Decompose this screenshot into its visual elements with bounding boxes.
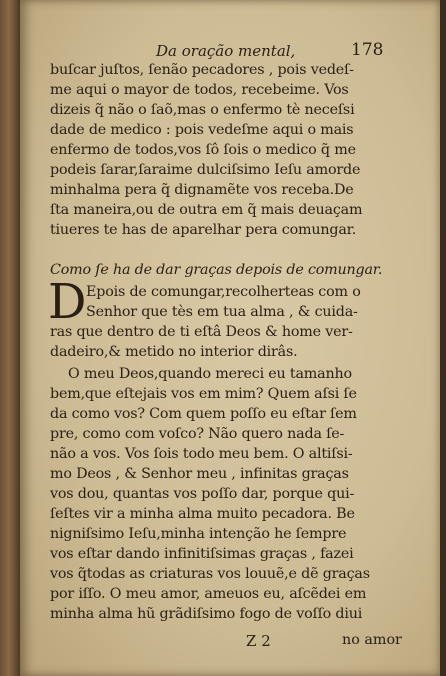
book-gutter [0, 0, 20, 676]
text-line: pre, como com voſco? Não quero nada ſe- [50, 426, 345, 442]
text-line: dadeiro,& metido no interior dirâs. [50, 344, 298, 360]
text-line: dade de medico : pois vedeſme aqui o mais [50, 122, 354, 138]
text-line: buſcar juſtos, ſenão pecadores , pois vedeſ- [50, 62, 354, 78]
text-line: ſeſtes vir a minha alma muito pecadora. Be [50, 506, 355, 522]
text-line: ſta maneira,ou de outra em q̃ mais deuaçam [50, 202, 363, 218]
text-line: por iſſo. O meu amor, ameuos eu, aſcẽdei em [50, 586, 367, 602]
text-line: minha alma hũ grãdiſsimo fogo de voſſo diui [50, 606, 363, 622]
text-line: me aqui o mayor de todos, recebeime. Vos [50, 82, 349, 98]
page-edge-shadow [440, 0, 446, 676]
text-line: nigniſsimo Ieſu,minha intenção he ſempre [50, 526, 347, 542]
section-subtitle: Como ſe ha de dar graças depois de comungar. [50, 262, 383, 278]
text-line: vos dou, quantas vos poſſo dar, porque qui- [50, 486, 355, 502]
text-line: mo Deos , & Senhor meu , infinitas graças [50, 466, 349, 482]
text-line: bem,que eſtejais vos em mim? Quem aſsi ſe [50, 386, 357, 402]
text-line: da como vos? Com quem poſſo eu eſtar ſem [50, 406, 357, 422]
text-line: vos eſtar dando infinitiſsimas graças , fazei [50, 546, 354, 562]
signature-mark: Z 2 [246, 632, 271, 650]
catchword: no amor [342, 632, 402, 648]
page-number: 178 [351, 40, 384, 60]
text-line: Epois de comungar,recolherteas com o [86, 284, 361, 300]
text-line: O meu Deos,quando mereci eu tamanho [68, 366, 352, 382]
text-line: ras que dentro de ti eſtâ Deos & home ver- [50, 324, 353, 340]
text-line: Senhor que tès em tua alma , & cuida- [86, 304, 358, 320]
text-line: não a vos. Vos ſois todo meu bem. O altiſsi- [50, 446, 353, 462]
text-line: enfermo de todos,vos ſô ſois o medico q̃ me [50, 142, 356, 158]
text-line: podeis ſarar,ſaraime dulciſsimo Ieſu amorde [50, 162, 361, 178]
running-title: Da oração mental, [156, 42, 296, 60]
drop-cap: D [48, 274, 87, 330]
text-line: dizeis q̃ não o ſaõ,mas o enfermo tè neceſsi [50, 102, 355, 118]
running-header [156, 40, 384, 60]
text-line: tiueres te has de aparelhar pera comungar. [50, 222, 357, 238]
book-page [20, 0, 440, 676]
text-line: vos q̃todas as criaturas vos louuẽ,e dẽ graças [50, 566, 370, 582]
text-line: minhalma pera q̃ dignamẽte vos receba.De [50, 182, 354, 198]
